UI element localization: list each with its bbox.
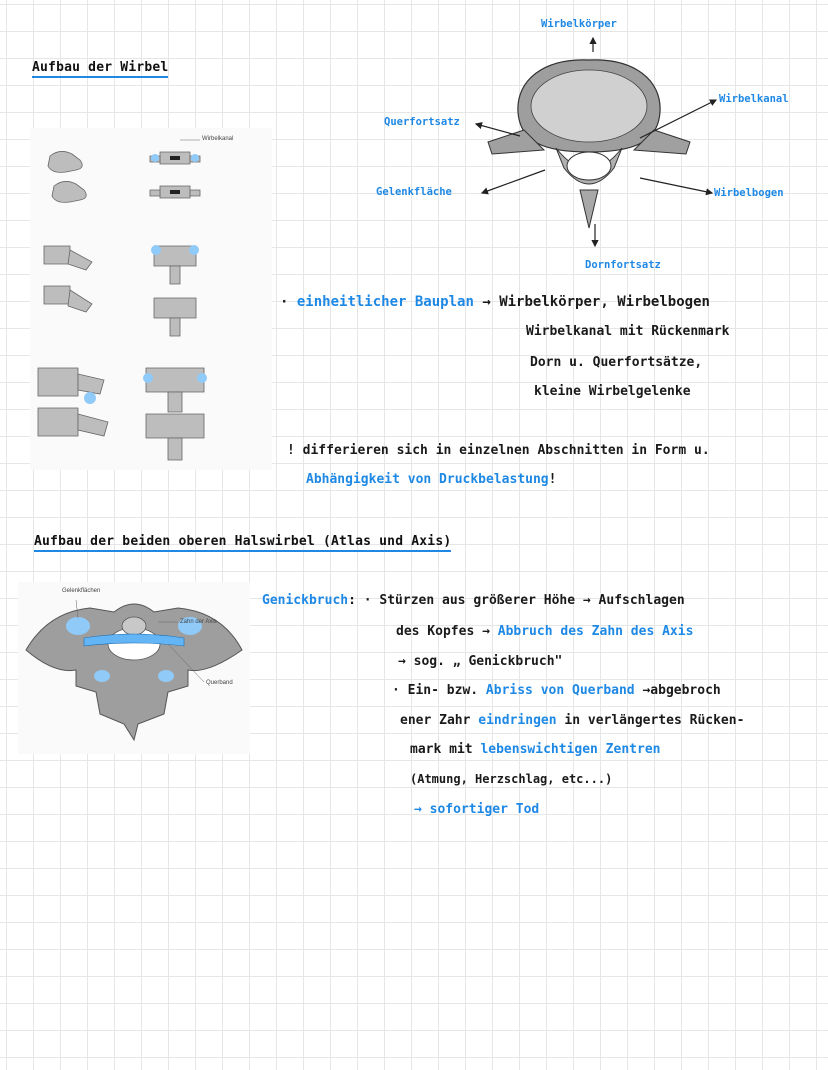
label-querfortsatz: Querfortsatz	[384, 116, 460, 128]
label-dornfortsatz: Dornfortsatz	[585, 259, 661, 271]
genickbruch-text-1: · Stürzen aus größerer Höhe → Aufschlagen	[363, 593, 685, 608]
eindringen-text: eindringen	[478, 713, 557, 728]
bullet: ·	[280, 294, 289, 310]
label-arrows	[0, 0, 828, 300]
section-heading-wirbel: Aufbau der Wirbel	[32, 60, 168, 78]
text: mark mit	[410, 742, 473, 757]
text: →abgebroch	[642, 683, 721, 698]
bauplan-line-2: Wirbelkanal mit Rückenmark	[526, 324, 730, 339]
differ-note-line-1: ! differieren sich in einzelnen Abschnitten in Form u.	[287, 443, 710, 458]
label-wirbelkanal: Wirbelkanal	[719, 93, 789, 105]
genickbruch-line-1	[262, 593, 685, 608]
genickbruch-line-7: (Atmung, Herzschlag, etc...)	[410, 772, 613, 786]
bauplan-term: einheitlicher Bauplan	[296, 294, 474, 310]
text: · Ein- bzw.	[392, 683, 479, 698]
genickbruch-line-8: → sofortiger Tod	[414, 802, 540, 817]
atlas-axis-figure	[18, 582, 250, 754]
genickbruch-line-6	[410, 742, 660, 757]
genickbruch-line-3: → sog. „ Genickbruch"	[398, 654, 563, 669]
bauplan-line-3: Dorn u. Querfortsätze,	[530, 355, 703, 370]
atlas-axis-illustration	[18, 582, 250, 754]
exclamation: !	[548, 472, 557, 487]
colon: :	[348, 593, 356, 608]
bauplan-text-1: Wirbelkörper, Wirbelbogen	[499, 294, 710, 310]
zahn-small-label: Zahn der Axis	[180, 619, 217, 625]
gelenkflaechen-small-label: Gelenkflächen	[62, 588, 101, 594]
bauplan-line-4: kleine Wirbelgelenke	[534, 384, 691, 399]
genickbruch-term: Genickbruch	[262, 593, 349, 608]
differ-note-line-2	[306, 472, 556, 487]
bauplan-line-1	[280, 294, 710, 310]
label-gelenkflaeche: Gelenkfläche	[376, 186, 452, 198]
arrow-glyph: →	[482, 294, 491, 310]
querband-small-label: Querband	[206, 680, 233, 686]
text: ener Zahr	[400, 713, 471, 728]
wirbelkanal-small-label: Wirbelkanal	[202, 136, 234, 142]
label-wirbelkoerper: Wirbelkörper	[541, 18, 617, 30]
genickbruch-line-5	[400, 713, 744, 728]
abbruch-text: Abbruch des Zahn des Axis	[497, 624, 694, 639]
label-wirbelbogen: Wirbelbogen	[714, 187, 784, 199]
querband-text: Abriss von Querband	[485, 683, 635, 698]
druckbelastung-text: Abhängigkeit von Druckbelastung	[306, 472, 549, 487]
genickbruch-line-4	[392, 683, 721, 698]
genickbruch-line-2	[396, 624, 693, 639]
zentren-text: lebenswichtigen Zentren	[480, 742, 661, 757]
section-heading-halswirbel: Aufbau der beiden oberen Halswirbel (Atlas und Axis)	[34, 534, 451, 552]
text: in verlängertes Rücken-	[564, 713, 745, 728]
text: des Kopfes →	[396, 624, 490, 639]
